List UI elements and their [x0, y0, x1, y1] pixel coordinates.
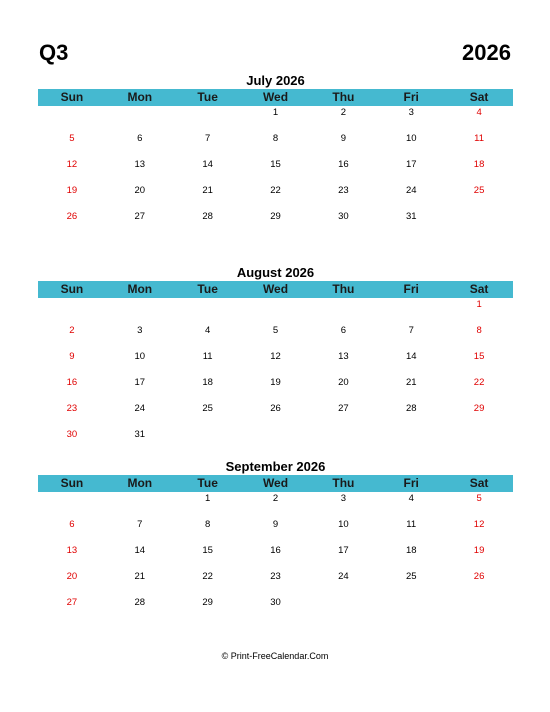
day-cell: 8: [272, 133, 279, 144]
day-cell: [445, 596, 513, 622]
day-cell: 28: [202, 211, 213, 222]
weekday-header: Tue: [197, 282, 218, 296]
day-cell: 26: [473, 571, 485, 582]
month-block: [38, 458, 513, 622]
month-title: September 2026: [225, 459, 326, 474]
day-cell: 7: [205, 133, 211, 144]
day-cell: 24: [338, 571, 349, 582]
week-row: [38, 324, 513, 350]
day-cell: 27: [338, 403, 349, 414]
weekday-header: Wed: [262, 90, 289, 104]
day-cell: 17: [134, 377, 146, 388]
day-cell: 7: [408, 325, 414, 336]
day-cell: 3: [340, 493, 347, 504]
day-cell: 9: [69, 351, 75, 362]
day-cell: 18: [405, 545, 417, 556]
week-row: [38, 184, 513, 210]
day-cell: 18: [473, 159, 485, 170]
day-cell: 17: [338, 545, 349, 556]
day-cell: [106, 298, 174, 324]
day-cell: [309, 596, 377, 622]
day-cell: 5: [69, 133, 75, 144]
weeks-grid: [38, 298, 513, 454]
day-cell: 14: [134, 545, 146, 556]
weeks-grid: [38, 106, 513, 236]
day-cell: 30: [338, 211, 349, 222]
day-cell: [106, 492, 174, 518]
day-cell: 25: [473, 185, 485, 196]
day-cell: [174, 428, 242, 454]
day-cell: 2: [69, 325, 75, 336]
day-cell: 22: [202, 571, 213, 582]
day-cell: 24: [405, 185, 417, 196]
weekday-header: Sat: [469, 90, 489, 104]
day-cell: 21: [134, 571, 146, 582]
week-row: [38, 428, 513, 454]
day-cell: 19: [270, 377, 281, 388]
weekday-header: Wed: [262, 282, 289, 296]
weekday-header: Sun: [60, 476, 84, 490]
day-cell: [38, 106, 106, 132]
weekday-header: Tue: [197, 476, 218, 490]
week-row: [38, 376, 513, 402]
day-cell: 11: [406, 519, 417, 530]
day-cell: 11: [474, 133, 485, 144]
week-row: [38, 132, 513, 158]
weekday-header: Fri: [403, 90, 419, 104]
day-cell: 12: [473, 519, 485, 530]
month-block: [38, 264, 513, 454]
day-cell: 23: [270, 571, 281, 582]
day-cell: 24: [134, 403, 146, 414]
weeks-grid: [38, 492, 513, 622]
day-cell: 2: [272, 493, 279, 504]
day-cell: 25: [405, 571, 417, 582]
day-cell: 15: [270, 159, 281, 170]
day-cell: 5: [476, 493, 482, 504]
weekday-header: Thu: [332, 90, 355, 104]
day-cell: 29: [473, 403, 485, 414]
day-cell: [242, 298, 310, 324]
day-cell: 25: [202, 403, 213, 414]
day-cell: [309, 428, 377, 454]
week-row: [38, 210, 513, 236]
day-cell: 16: [66, 377, 78, 388]
day-cell: [309, 298, 377, 324]
week-row: [38, 570, 513, 596]
day-cell: [377, 596, 445, 622]
day-cell: 3: [408, 107, 414, 118]
day-cell: 13: [338, 351, 349, 362]
day-cell: 9: [340, 133, 347, 144]
day-cell: [377, 298, 445, 324]
day-cell: 19: [473, 545, 485, 556]
week-row: [38, 158, 513, 184]
day-cell: [445, 428, 513, 454]
day-cell: 29: [270, 211, 281, 222]
day-cell: 15: [473, 351, 485, 362]
day-cell: 27: [134, 211, 146, 222]
weekday-header-row: [38, 475, 513, 492]
weekday-header-row: [38, 281, 513, 298]
day-cell: 17: [405, 159, 417, 170]
day-cell: [174, 106, 242, 132]
day-cell: 10: [338, 519, 349, 530]
day-cell: 18: [202, 377, 213, 388]
year-label: 2026: [462, 40, 511, 65]
day-cell: 29: [202, 597, 213, 608]
weekday-header: Fri: [403, 476, 419, 490]
day-cell: 22: [270, 185, 281, 196]
day-cell: 6: [69, 519, 75, 530]
weekday-header: Mon: [127, 90, 153, 104]
month-title: August 2026: [236, 265, 315, 280]
week-row: [38, 350, 513, 376]
day-cell: 7: [137, 519, 143, 530]
day-cell: [106, 106, 174, 132]
day-cell: 30: [270, 597, 281, 608]
week-row: [38, 298, 513, 324]
day-cell: 4: [205, 325, 211, 336]
weekday-header: Thu: [332, 476, 355, 490]
day-cell: [242, 428, 310, 454]
month-block: [38, 72, 513, 236]
day-cell: 9: [272, 519, 279, 530]
weekday-header: Sun: [60, 90, 84, 104]
week-row: [38, 402, 513, 428]
day-cell: 8: [205, 519, 211, 530]
day-cell: 4: [476, 107, 482, 118]
day-cell: 20: [338, 377, 349, 388]
week-row: [38, 544, 513, 570]
day-cell: 2: [340, 107, 347, 118]
day-cell: 27: [66, 597, 78, 608]
day-cell: 1: [205, 493, 211, 504]
day-cell: 20: [66, 571, 78, 582]
day-cell: 12: [270, 351, 281, 362]
day-cell: 8: [476, 325, 482, 336]
week-row: [38, 106, 513, 132]
day-cell: 5: [272, 325, 279, 336]
day-cell: 3: [137, 325, 143, 336]
weekday-header: Thu: [332, 282, 355, 296]
day-cell: 1: [476, 299, 482, 310]
day-cell: 30: [66, 429, 78, 440]
day-cell: [445, 210, 513, 236]
weekday-header: Wed: [262, 476, 289, 490]
week-row: [38, 518, 513, 544]
day-cell: 4: [408, 493, 414, 504]
day-cell: [174, 298, 242, 324]
day-cell: 1: [272, 107, 279, 118]
day-cell: 14: [202, 159, 213, 170]
day-cell: [38, 492, 106, 518]
weekday-header: Fri: [403, 282, 419, 296]
footer-credit: © Print-FreeCalendar.Com: [221, 651, 329, 661]
day-cell: 10: [134, 351, 146, 362]
week-row: [38, 596, 513, 622]
day-cell: 28: [134, 597, 146, 608]
weekday-header: Mon: [127, 282, 153, 296]
month-title: July 2026: [246, 73, 305, 88]
day-cell: 23: [66, 403, 78, 414]
day-cell: 13: [134, 159, 146, 170]
weekday-header: Mon: [127, 476, 153, 490]
day-cell: 22: [473, 377, 485, 388]
day-cell: 11: [202, 351, 213, 362]
weekday-header: Tue: [197, 90, 218, 104]
day-cell: 13: [66, 545, 78, 556]
week-row: [38, 492, 513, 518]
day-cell: 21: [405, 377, 417, 388]
day-cell: 15: [202, 545, 213, 556]
day-cell: 31: [405, 211, 417, 222]
day-cell: 23: [338, 185, 349, 196]
weekday-header: Sat: [469, 476, 489, 490]
day-cell: 20: [134, 185, 146, 196]
weekday-header-row: [38, 89, 513, 106]
day-cell: 19: [66, 185, 78, 196]
day-cell: 16: [338, 159, 349, 170]
day-cell: 28: [405, 403, 417, 414]
day-cell: [38, 298, 106, 324]
day-cell: 26: [66, 211, 78, 222]
day-cell: 14: [405, 351, 417, 362]
day-cell: 6: [137, 133, 143, 144]
weekday-header: Sat: [469, 282, 489, 296]
day-cell: 12: [66, 159, 78, 170]
day-cell: 6: [340, 325, 347, 336]
day-cell: 26: [270, 403, 281, 414]
day-cell: 16: [270, 545, 281, 556]
day-cell: 10: [405, 133, 417, 144]
day-cell: 31: [134, 429, 146, 440]
day-cell: [377, 428, 445, 454]
quarter-label: Q3: [39, 40, 69, 65]
weekday-header: Sun: [60, 282, 84, 296]
day-cell: 21: [202, 185, 213, 196]
